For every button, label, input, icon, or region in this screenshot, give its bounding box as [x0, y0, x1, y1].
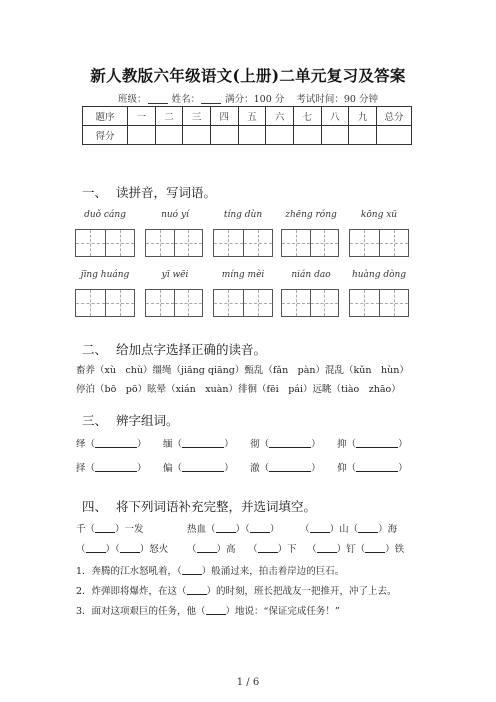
idiom-text: ）怒火: [139, 544, 169, 555]
idiom-text: ）（: [105, 544, 120, 555]
idiom-text: 千（: [76, 524, 96, 535]
idiom-text: ）海: [378, 524, 398, 535]
writing-grid[interactable]: [349, 289, 409, 317]
word-row: 绎（ ） 缅（ ） 彻（ ） 抑（ ）: [76, 439, 408, 450]
char-label: 澈: [250, 463, 260, 474]
idiom-text: ）山（: [329, 524, 359, 535]
idiom-blank[interactable]: [317, 542, 337, 553]
score-header-cell: 三: [183, 107, 211, 126]
answer-blank[interactable]: [206, 604, 226, 615]
section-title: 将下列词语补充完整，并选词填空。: [116, 499, 317, 514]
answer-blank[interactable]: [182, 564, 202, 575]
idiom-text: ）钉（: [336, 544, 366, 555]
idiom-blank[interactable]: [250, 522, 270, 533]
idiom-blank[interactable]: [120, 542, 140, 553]
writing-grid[interactable]: [145, 289, 203, 317]
fill-question-2: [76, 583, 397, 597]
score-header-cell: 题序: [83, 107, 128, 126]
score-table: [82, 106, 412, 145]
idiom-blank[interactable]: [258, 542, 278, 553]
score-header-cell: 二: [155, 107, 183, 126]
score-cell[interactable]: [349, 126, 377, 145]
page-title: 新人教版六年级语文(上册)二单元复习及答案: [90, 66, 406, 85]
score-header-cell: 六: [266, 107, 294, 126]
answer-blank[interactable]: [95, 437, 137, 448]
score-cell[interactable]: [155, 126, 183, 145]
score-header-cell: 五: [238, 107, 266, 126]
score-header-cell: 总分: [377, 107, 412, 126]
score-row-label: 得分: [83, 126, 128, 145]
class-blank[interactable]: [148, 93, 168, 104]
char-label: 择: [76, 463, 86, 474]
idiom-blank[interactable]: [216, 522, 236, 533]
answer-blank[interactable]: [269, 437, 311, 448]
name-label: 姓名：: [171, 94, 201, 105]
idiom-text: （: [187, 544, 197, 555]
section-number: 四、: [82, 499, 108, 514]
pinyin-label: kōng xū: [360, 210, 398, 220]
section-number: 二、: [82, 342, 108, 357]
section-title: 给加点字选择正确的读音。: [116, 342, 267, 357]
score-cell[interactable]: [293, 126, 321, 145]
answer-blank[interactable]: [269, 461, 311, 472]
pinyin-label: huàng dòng: [351, 270, 407, 280]
answer-blank[interactable]: [356, 437, 398, 448]
section-title: 读拼音，写词语。: [116, 185, 217, 200]
idiom-text: 热血（: [187, 524, 216, 535]
name-blank[interactable]: [201, 93, 221, 104]
answer-blank[interactable]: [187, 584, 207, 595]
word-row: 择（ ） 偏（ ） 澈（ ） 仰（ ）: [76, 463, 408, 474]
question-text: 2．炸弹即将爆炸，在这（: [76, 586, 187, 597]
idiom-text: ）: [269, 524, 280, 535]
char-label: 抑: [337, 439, 347, 450]
writing-grid[interactable]: [281, 229, 339, 257]
score-cell[interactable]: [266, 126, 294, 145]
score-header-cell: 四: [210, 107, 238, 126]
score-header-cell: 八: [321, 107, 349, 126]
char-label: 彻: [250, 439, 260, 450]
full-score: 满分：100 分: [225, 94, 285, 105]
fill-question-3: [76, 603, 340, 617]
fill-question-1: [76, 563, 344, 577]
char-label: 绎: [76, 439, 86, 450]
section-4-heading: [82, 497, 316, 515]
idiom-text: ）下: [277, 544, 297, 555]
exam-info: [0, 91, 496, 105]
score-header-cell: 九: [349, 107, 377, 126]
idiom-row: [76, 541, 404, 555]
idiom-text: ）铁: [385, 544, 405, 555]
pinyin-label: nuó yí: [161, 210, 189, 220]
idiom-text: （: [307, 544, 317, 555]
writing-grid[interactable]: [145, 229, 203, 257]
section-3-heading: [82, 411, 179, 429]
idiom-blank[interactable]: [358, 522, 378, 533]
score-cell[interactable]: [321, 126, 349, 145]
pronunciation-line-1: 畜养（xù chù）缰绳（jiāng qiāng）甄乱（fǎn pàn）混乱（kǔn hùn）: [76, 365, 409, 376]
pinyin-label: tíng dùn: [223, 210, 263, 220]
pinyin-label: jīng huáng: [80, 270, 130, 280]
question-text: ）地说：“保证完成任务！”: [225, 606, 340, 617]
idiom-text: ）（: [235, 524, 250, 535]
pronunciation-line-2: 停泊（bō pō）眩晕（xián xuàn）徘徊（fēi pái）远眺（tiào zhāo）: [76, 384, 401, 395]
writing-grid[interactable]: [349, 229, 409, 257]
idiom-text: （: [76, 544, 86, 555]
writing-grid[interactable]: [281, 289, 339, 317]
writing-grid[interactable]: [213, 229, 273, 257]
pinyin-label: míng mèi: [221, 270, 265, 280]
section-title: 辨字组词。: [116, 413, 179, 428]
idiom-text: （: [300, 524, 310, 535]
idiom-blank[interactable]: [197, 542, 217, 553]
pinyin-label: zhēng róng: [285, 210, 337, 220]
score-header-row: [83, 107, 412, 126]
score-header-cell: 七: [293, 107, 321, 126]
answer-blank[interactable]: [182, 437, 224, 448]
idiom-blank[interactable]: [365, 542, 385, 553]
score-cell[interactable]: [238, 126, 266, 145]
idiom-blank[interactable]: [86, 542, 106, 553]
idiom-blank[interactable]: [95, 522, 115, 533]
idiom-text: ）高: [216, 544, 236, 555]
answer-blank[interactable]: [356, 461, 398, 472]
answer-blank[interactable]: [95, 461, 137, 472]
question-text: ）的时刻，班长把战友一把推开，冲了上去。: [206, 586, 397, 597]
pinyin-label: duǒ cáng: [84, 210, 126, 220]
char-label: 偏: [163, 463, 173, 474]
writing-grid[interactable]: [75, 229, 135, 257]
answer-blank[interactable]: [182, 461, 224, 472]
score-cell[interactable]: [128, 126, 156, 145]
char-label: 仰: [337, 463, 347, 474]
section-2-heading: [82, 340, 266, 358]
pinyin-label: nián dao: [291, 270, 331, 280]
score-cell[interactable]: [377, 126, 412, 145]
pinyin-label: yī wēi: [161, 270, 189, 280]
class-label: 班级：: [118, 94, 147, 105]
question-text: 1．奔腾的江水怒吼着，（: [76, 566, 182, 577]
question-text: ）般涌过来，拍击着岸边的巨石。: [201, 566, 345, 577]
page-number: 1 / 6: [236, 677, 260, 688]
writing-grid[interactable]: [75, 289, 135, 317]
question-text: 3．面对这项艰巨的任务，他（: [76, 606, 206, 617]
section-number: 三、: [82, 413, 108, 428]
score-header-cell: 一: [128, 107, 156, 126]
idiom-row: [76, 521, 397, 535]
idiom-text: （: [248, 544, 258, 555]
exam-time: 考试时间：90 分钟: [296, 94, 378, 105]
writing-grid[interactable]: [213, 289, 273, 317]
idiom-text: ）一发: [115, 524, 144, 535]
score-cell[interactable]: [210, 126, 238, 145]
score-cell[interactable]: [183, 126, 211, 145]
section-1-heading: [82, 183, 216, 201]
char-label: 缅: [163, 439, 173, 450]
section-number: 一、: [82, 185, 108, 200]
idiom-blank[interactable]: [310, 522, 330, 533]
score-row: [83, 126, 412, 145]
